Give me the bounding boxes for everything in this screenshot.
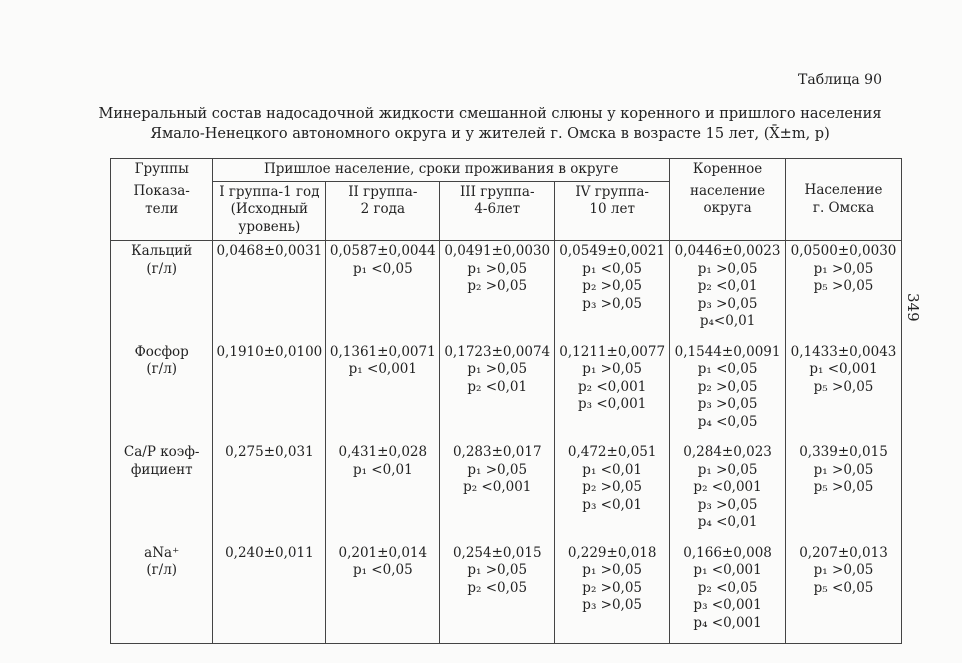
cell-text-line: p₁ >0,05 [813,562,874,578]
table-row-ca-p-ratio [111,442,902,543]
cell-text-line: 0,472±0,051 [567,444,657,460]
indigenous-header [670,159,786,241]
cell-text-line: 0,1211±0,0077 [559,343,666,360]
cell-text-line: p₃ <0,001 [578,396,647,412]
cell-group-2 [326,442,440,543]
cell-group-3 [440,241,555,342]
cell-text-line: p₂ >0,05 [582,278,643,294]
cell-text-line: p₁ <0,001 [693,562,762,578]
cell-text-line: Коренное [692,161,763,177]
cell-text-line: 0,283±0,017 [452,444,542,460]
cell-text-line: p₅ >0,05 [813,479,874,495]
cell-text-line: p₁ <0,01 [582,461,643,478]
cell-text-line: 0,1544±0,0091 [674,343,781,360]
cell-text-line: 0,207±0,013 [799,544,888,561]
cell-text-line: 0,0587±0,0044 [329,243,436,259]
cell-text-line: p₃ <0,001 [693,597,762,613]
cell-text-line: Кальций [131,243,193,259]
cell-group-4 [555,543,670,644]
cell-text-line: 0,275±0,031 [225,444,314,460]
cell-text-line: 0,254±0,015 [452,544,542,561]
cell-text-line: p₅ <0,05 [813,579,874,596]
cell-text-line: (г/л) [146,260,178,277]
cell-group-1 [213,442,326,543]
group-3-header [440,181,555,241]
group-2-header [326,181,440,241]
cell-group-4 [555,241,670,342]
cell-text-line: 0,1361±0,0071 [329,343,436,360]
cell-text-line: II группа- [348,183,418,200]
cell-group-2 [326,241,440,342]
cell-group-2 [326,342,440,443]
cell-text-line: p₁ <0,05 [697,361,758,377]
cell-text-line: p₁ >0,05 [813,461,874,478]
cell-text-line: p₂ <0,01 [467,378,528,395]
cell-text-line: p₄<0,01 [699,313,756,329]
groups-header: Группы [111,159,213,182]
cell-text-line: p₃ >0,05 [582,597,643,613]
mineral-composition-table [110,158,902,644]
cell-text-line: p₅ >0,05 [813,278,874,294]
cell-text-line: p₁ >0,05 [582,361,643,377]
cell-omsk [786,342,902,443]
cell-text-line: Показа- [133,183,190,199]
group-1-header [213,181,326,241]
cell-text-line: p₃ <0,01 [582,496,643,513]
table-row-phosphorus [111,342,902,443]
cell-text-line: округа [703,200,752,216]
cell-text-line: г. Омска [812,199,875,216]
cell-omsk [786,442,902,543]
cell-text-line: (г/л) [146,562,178,578]
row-label [111,241,213,342]
cell-text-line: III группа- [459,183,535,200]
cell-text-line: p₁ <0,001 [348,361,417,377]
cell-text-line: p₅ >0,05 [813,378,874,395]
cell-text-line: p₁ <0,05 [582,260,643,277]
cell-text-line: p₁ <0,01 [352,461,413,478]
cell-text-line: 0,166±0,008 [683,544,772,561]
cell-text-line: 0,229±0,018 [567,544,657,561]
cell-group-3 [440,342,555,443]
cell-text-line: 0,339±0,015 [799,444,888,460]
cell-text-line: тели [145,200,179,217]
cell-text-line: 0,1910±0,0100 [216,343,323,360]
cell-text-line: 0,0549±0,0021 [559,243,666,259]
cell-text-line: IV группа- [575,183,649,200]
cell-text-line: p₃ >0,05 [697,396,758,412]
cell-text-line: p₁ >0,05 [697,260,758,277]
row-label [111,543,213,644]
table-label: Таблица 90 [798,72,882,88]
cell-text-line: I группа-1 год [219,183,320,200]
cell-text-line: p₄ <0,01 [697,514,758,530]
cell-text-line: население [690,182,766,199]
cell-text-line: p₂ <0,05 [697,579,758,596]
cell-text-line: Население [804,182,883,198]
cell-text-line: 2 года [360,201,406,217]
omsk-header [786,159,902,241]
indicators-header [111,181,213,241]
cell-text-line: 0,284±0,023 [683,444,772,460]
cell-text-line: p₃ >0,05 [697,496,758,513]
cell-text-line: p₃ >0,05 [697,295,758,312]
cell-text-line: aNa⁺ [144,544,180,561]
cell-text-line: p₂ <0,001 [463,479,532,495]
cell-text-line: p₁ >0,05 [467,562,528,578]
row-label [111,342,213,443]
table-row-sodium [111,543,902,644]
cell-text-line: 0,1723±0,0074 [444,343,551,360]
cell-indigenous [670,241,786,342]
migrant-population-header: Пришлое население, сроки проживания в округе [213,159,670,182]
cell-text-line: p₂ >0,05 [697,378,758,395]
cell-text-line: фициент [130,461,193,478]
cell-omsk [786,241,902,342]
cell-group-1 [213,543,326,644]
cell-text-line: 4-6лет [474,201,521,217]
cell-text-line: 0,240±0,011 [225,544,314,561]
cell-text-line: p₄ <0,05 [697,413,758,430]
table-row-calcium [111,241,902,342]
cell-text-line: p₁ <0,05 [352,260,413,277]
cell-text-line: p₁ >0,05 [467,361,528,377]
cell-text-line: p₁ >0,05 [813,260,874,277]
caption-line-1: Минеральный состав надосадочной жидкости смешанной слюны у коренного и пришлого населения [98,106,882,122]
cell-text-line: p₄ <0,001 [693,614,762,631]
cell-text-line: 0,0468±0,0031 [216,243,323,259]
cell-group-1 [213,241,326,342]
cell-text-line: p₂ <0,001 [693,479,762,495]
cell-text-line: p₁ <0,001 [809,361,878,377]
cell-text-line: p₁ >0,05 [697,461,758,478]
cell-indigenous [670,342,786,443]
cell-text-line: p₂ >0,05 [467,278,528,294]
cell-text-line: p₁ >0,05 [467,461,528,478]
cell-text-line: 10 лет [589,201,635,217]
table-caption [60,104,920,144]
cell-text-line: (Исходный [230,201,309,217]
cell-text-line: 0,0446±0,0023 [674,243,781,259]
cell-text-line: p₁ >0,05 [582,562,643,578]
cell-text-line: 0,431±0,028 [338,444,428,460]
cell-text-line: p₂ >0,05 [582,579,643,596]
cell-text-line: p₂ >0,05 [582,479,643,495]
cell-text-line: 0,1433±0,0043 [790,343,897,360]
group-4-header [555,181,670,241]
cell-text-line: уровень) [238,218,301,235]
caption-line-2: Ямало-Ненецкого автономного округа и у жителей г. Омска в возрасте 15 лет, (X̄±m, p) [150,126,830,142]
cell-group-1 [213,342,326,443]
cell-text-line: Са/Р коэф- [123,444,200,460]
cell-text-line: 0,0500±0,0030 [790,243,897,259]
cell-group-3 [440,543,555,644]
page-number: 349 [904,293,922,322]
cell-group-4 [555,342,670,443]
cell-text-line: p₂ <0,05 [467,579,528,596]
row-label [111,442,213,543]
cell-text-line: p₂ <0,01 [697,278,758,294]
cell-text-line: p₃ >0,05 [582,295,643,312]
cell-text-line: 0,201±0,014 [338,544,428,561]
cell-text-line: Фосфор [134,343,189,360]
cell-text-line: p₂ <0,001 [578,378,647,395]
cell-group-4 [555,442,670,543]
cell-omsk [786,543,902,644]
cell-text-line: (г/л) [146,361,178,377]
cell-indigenous [670,543,786,644]
cell-text-line: 0,0491±0,0030 [444,243,551,259]
cell-indigenous [670,442,786,543]
cell-group-2 [326,543,440,644]
cell-group-3 [440,442,555,543]
cell-text-line: p₁ >0,05 [467,260,528,277]
cell-text-line: p₁ <0,05 [352,562,413,578]
